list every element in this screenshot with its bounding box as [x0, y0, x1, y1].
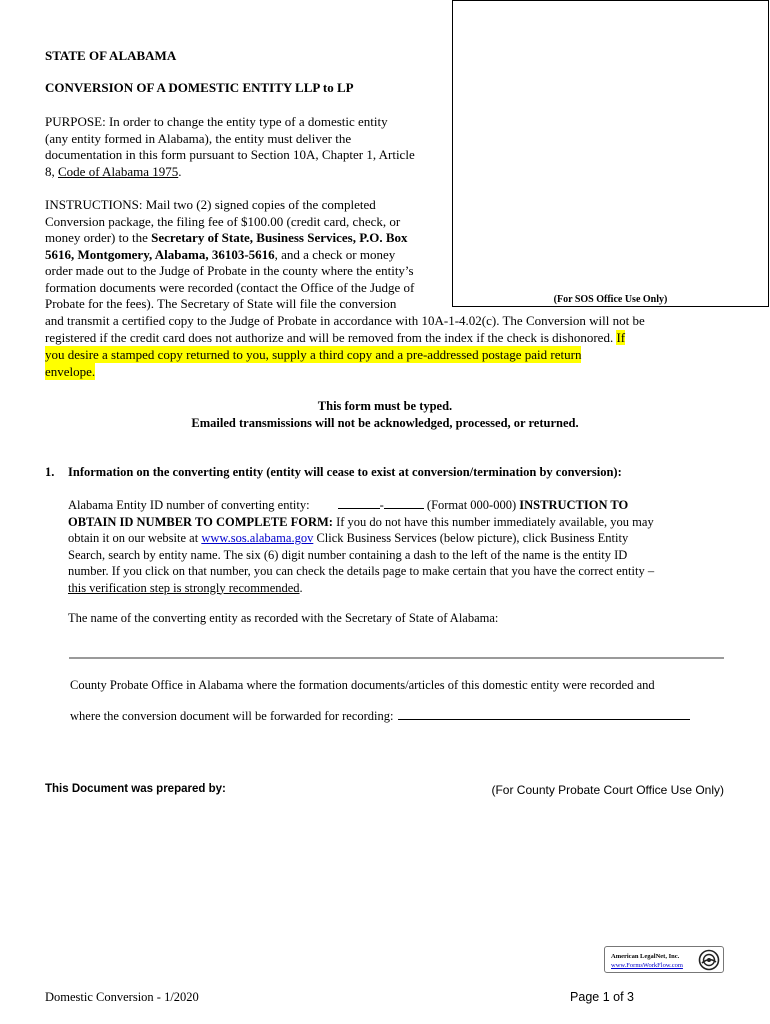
instructions-line: 5616, Montgomery, Alabama, 36103-5616, and a check or money: [45, 246, 396, 262]
instructions-line: money order) to the Secretary of State, Business Services, P.O. Box: [45, 230, 408, 245]
logo-url-link[interactable]: www.FormsWorkFlow.com: [611, 962, 683, 969]
instructions-paragraph-cont: [45, 312, 745, 380]
form-title: CONVERSION OF A DOMESTIC ENTITY LLP to LP: [45, 80, 354, 95]
entity-name-label: The name of the converting entity as recorded with the Secretary of State of Alabama:: [68, 611, 499, 625]
county-probate-label: County Probate Office in Alabama where the formation documents/articles of this domestic entity were recorded and: [70, 678, 655, 692]
state-heading: STATE OF ALABAMA: [45, 48, 177, 63]
code-of-alabama-citation: Code of Alabama 1975: [58, 163, 179, 179]
purpose-paragraph: [45, 114, 450, 180]
sos-website-link[interactable]: www.sos.alabama.gov: [201, 531, 314, 545]
purpose-line: PURPOSE: In order to change the entity type of a domestic entity: [45, 114, 388, 129]
entity-id-line: obtain it on our website at www.sos.alabama.gov Click Business Services (below picture), click Business Entity: [68, 531, 629, 545]
logo-name: American LegalNet, Inc.: [611, 953, 680, 960]
highlighted-text: If: [616, 330, 626, 345]
entity-id-field-part2[interactable]: [384, 508, 424, 509]
section-heading: Information on the converting entity (entity will cease to exist at conversion/termination by conversion):: [68, 465, 622, 479]
county-probate-field[interactable]: [398, 719, 690, 720]
entity-id-line: Search, search by entity name. The six (6) digit number containing a dash to the left of the name is the entity ID: [68, 547, 628, 562]
document-id: Domestic Conversion - 1/2020: [45, 990, 199, 1004]
entity-id-line: this verification step is strongly recommended.: [68, 580, 303, 595]
instructions-line: and transmit a certified copy to the Judge of Probate in accordance with 10A-1-4.02(c). The Conversion will not be: [45, 313, 645, 328]
sos-address: Secretary of State, Business Services, P.O. Box: [151, 230, 408, 245]
purpose-line: 8, Code of Alabama 1975.: [45, 163, 182, 179]
forward-label: where the conversion document will be forwarded for recording:: [70, 709, 690, 724]
entity-id-paragraph: [68, 497, 728, 596]
sos-address-cont: 5616, Montgomery, Alabama, 36103-5616: [45, 246, 275, 262]
instructions-paragraph: [45, 197, 465, 313]
highlighted-text: envelope.: [45, 364, 96, 379]
purpose-line: (any entity formed in Alabama), the entity must deliver the: [45, 130, 352, 146]
section-number: 1.: [45, 465, 55, 479]
instructions-line: Conversion package, the filing fee of $100.00 (credit card, check, or: [45, 213, 401, 229]
american-legalnet-logo-icon: [698, 949, 720, 976]
entity-id-line: Alabama Entity ID number of converting entity: - (Format 000-000) INSTRUCTION TO: [68, 498, 629, 512]
sos-office-use-label: (For SOS Office Use Only): [553, 294, 668, 305]
instructions-line: INSTRUCTIONS: Mail two (2) signed copies of the completed: [45, 197, 376, 212]
instructions-line: order made out to the Judge of Probate in the county where the entity’s: [45, 263, 414, 278]
entity-id-line: number. If you click on that number, you can check the details page to make certain that you have the correct entity –: [68, 564, 655, 578]
entity-name-field[interactable]: [69, 657, 724, 659]
page-number: Page 1 of 3: [570, 990, 634, 1004]
county-use-label: (For County Probate Court Office Use Only): [491, 783, 724, 797]
american-legalnet-logo: [604, 946, 724, 973]
prepared-by-label: This Document was prepared by:: [45, 783, 226, 795]
sos-office-use-box: [452, 0, 769, 307]
instructions-line: registered if the credit card does not authorize and will be removed from the index if the check is dishonored. If: [45, 330, 626, 345]
entity-id-line: OBTAIN ID NUMBER TO COMPLETE FORM: If you do not have this number immediately available, you may: [68, 514, 654, 529]
email-notice: Emailed transmissions will not be acknowledged, processed, or returned.: [191, 416, 579, 430]
entity-id-field-part1[interactable]: [338, 508, 380, 509]
instructions-line: formation documents were recorded (contact the Office of the Judge of: [45, 279, 415, 295]
purpose-line: documentation in this form pursuant to Section 10A, Chapter 1, Article: [45, 147, 415, 162]
highlighted-text: you desire a stamped copy returned to you, supply a third copy and a pre-addressed postage paid return: [45, 347, 582, 362]
typed-notice: This form must be typed.: [317, 399, 453, 413]
instructions-line: Probate for the fees). The Secretary of State will file the conversion: [45, 296, 397, 311]
